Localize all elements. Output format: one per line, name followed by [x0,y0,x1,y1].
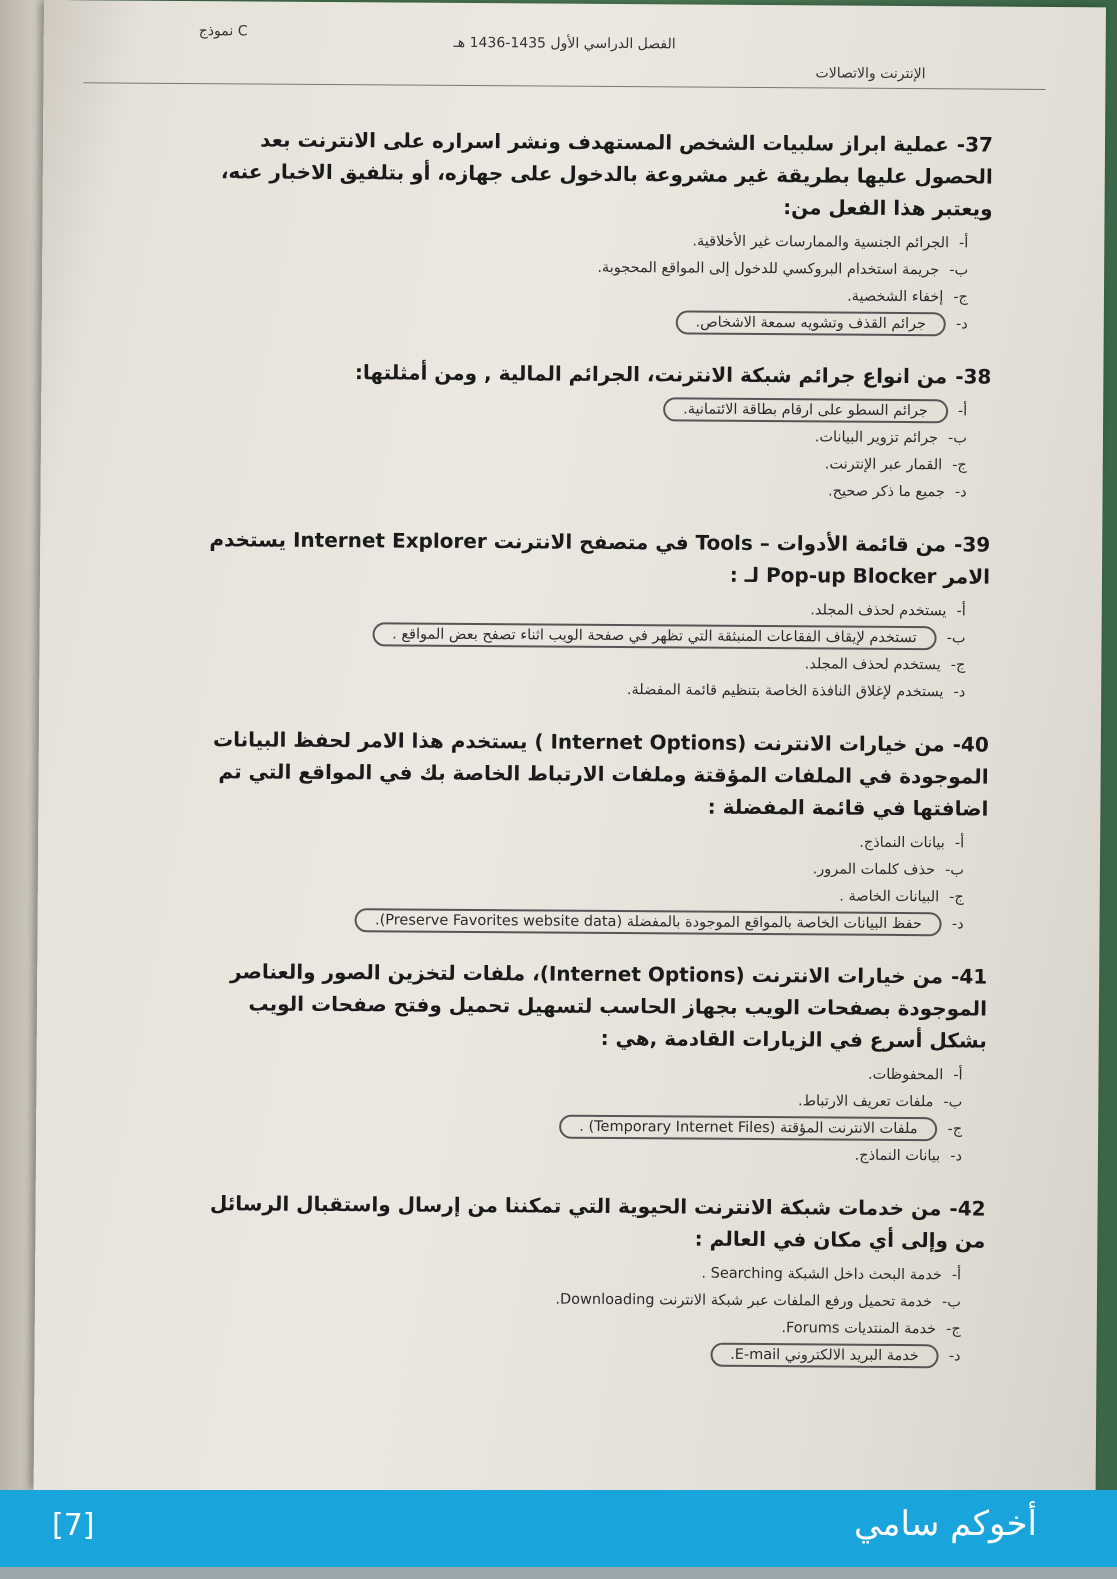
option-d-circled: د-حفظ البيانات الخاصة بالمواقع الموجودة بالمفضلة (Preserve Favorites website data). [187,906,963,938]
question-stem: 37-عملية ابراز سلبيات الشخص المستهدف ونشر اسراره على الانترنت بعد الحصول عليها بطريقة غير مشروعة بالدخول على جهازه، أو بتلفيق الاخبار عنه، ويعتبر هذا الفعل من: [220,127,994,221]
option-a: أ-المحفوظات. [867,1066,963,1084]
option-c: ج-إخفاء الشخصية. [847,288,969,306]
option-d: د-يستخدم لإغلاق النافذة الخاصة بتنظيم قائمة المفضلة. [626,682,966,701]
question-stem: 38-من انواع جرائم شبكة الانترنت، الجرائم المالية , ومن أمثلتها: [354,360,992,389]
question-stem: 42-من خدمات شبكة الانترنت الحيوية التي تمكننا من إرسال واستقبال الرسائل من وإلى أي مكان في العالم : [209,1191,986,1253]
subject-label: الإنترنت والاتصالات [815,65,926,83]
option-d: د-بيانات النماذج. [854,1147,963,1165]
header-rule [83,82,1045,90]
options-list [192,225,993,339]
question-37 [192,123,993,339]
footer-strip [0,1567,1117,1579]
option-b-circled: ب-تستخدم لإيقاف الفقاعات المنبثقة التي تظهر في صفحة الويب اثناء تصفح بعض المواقع . [189,620,965,652]
question-list [184,123,993,1393]
exam-sheet [34,0,1106,1497]
option-b: ب-جرائم تزوير البيانات. [814,429,968,447]
options-list [191,393,992,507]
page-number: [7] [52,1508,95,1543]
option-c: ج-يستخدم لحذف المجلد. [804,656,966,674]
semester-label: الفصل الدراسي الأول 1435-1436 هـ [453,34,676,53]
question-stem: 39-من قائمة الأدوات – Tools في متصفح الانترنت Internet Explorer يستخدم الامر Pop-up Blocker لـ : [209,527,991,589]
options-list [186,1057,987,1171]
question-38 [191,355,992,507]
question-41 [186,955,987,1171]
option-a: أ-الجرائم الجنسية والممارسات غير الأخلاقية. [692,233,969,252]
option-a: أ-خدمة البحث داخل الشبكة Searching . [701,1265,962,1284]
author-signature: أخوكم سامي [853,1504,1037,1544]
model-label: نموذج C [198,23,248,40]
options-list [184,1257,985,1371]
option-b: ب-حذف كلمات المرور. [812,861,965,879]
footer-bar [0,1490,1117,1579]
option-d-circled: د-خدمة البريد الالكتروني E-mail. [184,1338,960,1370]
option-a: أ-يستخدم لحذف المجلد. [810,602,966,620]
option-c: ج-البيانات الخاصة . [839,888,964,906]
options-list [189,593,990,707]
option-c-circled: ج-ملفات الانترنت المؤقتة (Temporary Internet Files) . [186,1111,962,1143]
question-stem: 40-من خيارات الانترنت (Internet Options ) يستخدم هذا الامر لحفظ البيانات الموجودة في الملفات المؤقتة وملفات الارتباط الخاصة بك في المواقع التي تم اضافتها في قائمة المفضلة : [212,727,989,821]
question-39 [189,523,990,707]
option-b: ب-خدمة تحميل ورفع الملفات عبر شبكة الانترنت Downloading. [555,1291,961,1311]
options-list [187,825,988,939]
option-a: أ-بيانات النماذج. [859,834,965,852]
question-stem: 41-من خيارات الانترنت (Internet Options)، ملفات لتخزين الصور والعناصر الموجودة بصفحات الويب بجهاز الحاسب لتسهيل تحميل وفتح صفحات الويب بشكل أسرع في الزيارات القادمة ,هي : [230,959,988,1053]
option-b: ب-جريمة استخدام البروكسي للدخول إلى المواقع المحجوبة. [597,259,969,279]
option-b: ب-ملفات تعريف الارتباط. [797,1093,963,1111]
option-d-circled: د-جرائم القذف وتشويه سمعة الاشخاص. [192,306,968,338]
option-c: ج-خدمة المنتديات Forums. [781,1320,961,1338]
option-d: د-جميع ما ذكر صحيح. [827,483,967,501]
question-42 [184,1187,985,1371]
option-a-circled: أ-جرائم السطو على ارقام بطاقة الائتمانية. [191,393,967,425]
option-c: ج-القمار عبر الإنترنت. [824,456,967,474]
question-40 [187,723,988,939]
